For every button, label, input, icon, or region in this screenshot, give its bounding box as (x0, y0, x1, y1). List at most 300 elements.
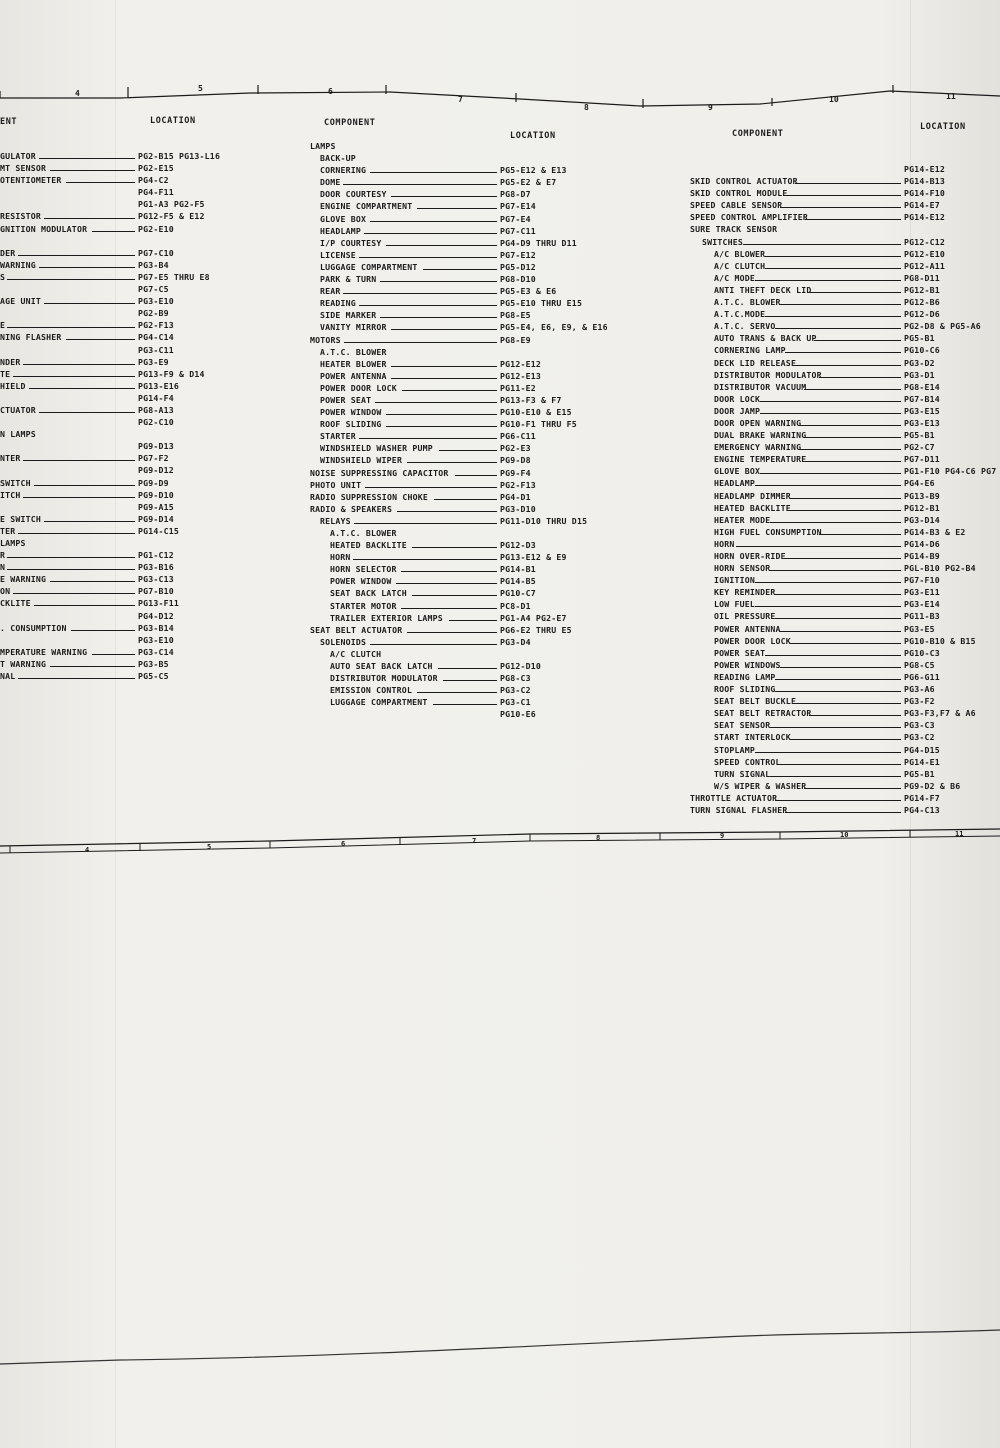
component-location: PG3-A6 (904, 684, 935, 695)
leader-line (785, 558, 901, 559)
component-row (0, 441, 240, 453)
component-row (0, 453, 240, 465)
component-name: SPEED CABLE SENSOR (690, 200, 783, 211)
leader-line (66, 339, 135, 340)
component-location: PG4-D9 THRU D11 (500, 237, 577, 248)
component-location: PG9-A15 (138, 501, 174, 512)
component-name: ENGINE COMPARTMENT (320, 201, 413, 212)
component-location: PG3-D4 (500, 636, 531, 647)
component-location: PG1-A4 PG2-E7 (500, 612, 567, 623)
component-location: PG2-F13 (500, 479, 536, 490)
leader-line (819, 534, 901, 535)
component-row (690, 382, 1000, 394)
component-name: HEATER MODE (714, 514, 771, 525)
component-location: PG1-F10 PG4-C6 PG7 (904, 466, 997, 477)
component-name: DER (0, 247, 16, 258)
leader-line (805, 219, 901, 220)
component-location: PG4-C13 (904, 804, 940, 815)
leader-line (795, 183, 901, 184)
component-name: E (0, 320, 6, 331)
component-location: PG9-D9 (138, 477, 169, 488)
component-row (690, 648, 1000, 660)
component-location: PG4-C14 (138, 332, 174, 343)
component-row (310, 601, 640, 613)
component-name: READING (320, 298, 356, 309)
component-row (690, 358, 1000, 370)
component-name: TURN SIGNAL FLASHER (690, 804, 788, 815)
component-name: MT SENSOR (0, 163, 47, 174)
component-location: PG7-C10 (138, 247, 174, 258)
component-row (310, 504, 640, 516)
component-row (310, 214, 640, 226)
leader-line (760, 473, 901, 474)
component-name: DOOR JAMP (714, 405, 761, 416)
component-location: PG14-F10 (904, 188, 946, 199)
leader-line (39, 267, 135, 268)
component-row (0, 514, 240, 526)
component-name: POWER SEAT (320, 394, 372, 405)
leader-line (439, 450, 497, 451)
component-row (310, 649, 640, 661)
component-location: PG12-B1 (904, 284, 940, 295)
leader-line (13, 593, 135, 594)
component-name: DISTRIBUTOR MODULATOR (714, 369, 822, 380)
leader-line (804, 437, 901, 438)
component-name: SWITCH (0, 477, 31, 488)
leader-line (775, 594, 901, 595)
component-location: PG3-E5 (904, 623, 935, 634)
component-row (310, 189, 640, 201)
leader-line (780, 764, 901, 765)
col2-component-header: COMPONENT (324, 118, 376, 128)
component-list-column-3 (690, 164, 1000, 817)
component-location: PG4-D15 (904, 744, 940, 755)
component-name: OIL PRESSURE (714, 611, 776, 622)
component-location: PG4-D12 (138, 610, 174, 621)
component-row (310, 407, 640, 419)
component-name: E WARNING (0, 574, 47, 585)
component-location: PG9-D14 (138, 513, 174, 524)
leader-line (34, 605, 135, 606)
component-row (690, 769, 1000, 781)
component-row (0, 562, 240, 574)
component-name: WARNING (0, 259, 36, 270)
component-name: LAMPS (310, 141, 336, 151)
component-name: LUGGAGE COMPARTMENT (320, 261, 418, 272)
component-name: SEAT BELT RETRACTOR (714, 708, 812, 719)
component-name: . CONSUMPTION (0, 622, 67, 633)
component-location: PG5-B1 (904, 768, 935, 779)
component-name: RELAYS (320, 515, 351, 526)
leader-line (343, 293, 497, 294)
component-location: PG3-E10 (138, 296, 174, 307)
component-location: PG7-B10 (138, 586, 174, 597)
component-location: PG13-E16 (138, 380, 180, 391)
leader-line (7, 279, 135, 280)
leader-line (785, 195, 901, 196)
component-row (690, 781, 1000, 793)
component-location: PG8-E5 (500, 310, 531, 321)
component-row (0, 417, 240, 429)
component-row (0, 332, 240, 344)
leader-line (790, 510, 902, 511)
leader-line (66, 182, 135, 183)
component-name: TER (0, 525, 16, 536)
component-name: DISTRIBUTOR MODULATOR (330, 673, 438, 684)
component-name: CTUATOR (0, 404, 36, 415)
leader-line (359, 257, 497, 258)
component-location: PG14-F7 (904, 792, 940, 803)
component-name: CORNERING LAMP (714, 345, 786, 356)
component-row (0, 635, 240, 647)
component-location: PG14-B9 (904, 551, 940, 561)
component-location: PG8-D10 (500, 274, 536, 285)
component-row (690, 188, 1000, 200)
component-row (310, 661, 640, 673)
leader-line (760, 413, 901, 414)
component-location: PG7-E5 THRU E8 (138, 271, 210, 282)
component-row (690, 430, 1000, 442)
component-row (690, 599, 1000, 611)
component-location: PG12-B6 (904, 297, 940, 308)
ruler-label: 9 (720, 832, 725, 840)
component-row (310, 552, 640, 564)
leader-line (375, 402, 497, 403)
component-name: SPEED CONTROL AMPLIFIER (690, 212, 808, 223)
component-row (310, 165, 640, 177)
leader-line (386, 245, 497, 246)
ruler-label: 5 (198, 84, 203, 93)
leader-line (92, 654, 135, 655)
component-row (310, 480, 640, 492)
component-location: PG5-B1 (904, 333, 935, 344)
component-name: PHOTO UNIT (310, 479, 362, 490)
component-location: PG2-C10 (138, 417, 174, 428)
leader-line (799, 425, 901, 426)
component-location: PG10-F1 THRU F5 (500, 419, 577, 430)
component-name: OTENTIOMETER (0, 175, 62, 186)
component-row (690, 527, 1000, 539)
component-row (0, 224, 240, 236)
component-name: HORN (714, 538, 735, 549)
component-name: GLOVE BOX (320, 213, 367, 224)
leader-line (13, 376, 135, 377)
leader-line (809, 292, 901, 293)
leader-line (775, 691, 901, 692)
component-name: HORN SELECTOR (330, 564, 397, 575)
leader-line (18, 533, 135, 534)
component-location: PG3-D10 (500, 503, 536, 514)
component-row (0, 538, 240, 550)
component-row (310, 286, 640, 298)
component-row (690, 249, 1000, 261)
component-location: PG10-C7 (500, 588, 536, 599)
component-name: SKID CONTROL MODULE (690, 188, 788, 199)
ruler-label: 5 (207, 843, 212, 851)
component-name: EMISSION CONTROL (330, 685, 413, 696)
component-row (690, 684, 1000, 696)
ruler-label: 4 (75, 89, 80, 98)
leader-line (396, 583, 497, 584)
leader-line (380, 317, 497, 318)
leader-line (397, 511, 497, 512)
component-row (690, 285, 1000, 297)
component-name: LOW FUEL (714, 599, 756, 610)
component-location: PG12-E10 (904, 248, 946, 259)
component-name: LUGGAGE COMPARTMENT (330, 697, 428, 708)
col1-component-header: ENT (0, 117, 18, 127)
component-row (0, 526, 240, 538)
component-location: PG7-F10 (904, 575, 940, 586)
component-location: PG6-C11 (500, 431, 536, 442)
component-name: SURE TRACK SENSOR (690, 224, 778, 235)
component-row (690, 212, 1000, 224)
component-name: WINDSHIELD WASHER PUMP (320, 443, 433, 454)
component-row (690, 478, 1000, 490)
component-row (310, 588, 640, 600)
component-row (690, 575, 1000, 587)
leader-line (775, 328, 901, 329)
component-location: PG8-A13 (138, 404, 174, 415)
component-location: PG14-B1 (500, 564, 536, 575)
leader-line (29, 388, 136, 389)
component-row (310, 395, 640, 407)
leader-line (365, 487, 497, 488)
component-name: DOME (320, 177, 341, 188)
component-name: DOOR LOCK (714, 393, 761, 404)
component-name: A.T.C. BLOWER (714, 297, 781, 308)
component-location: PG8-E14 (904, 381, 940, 392)
leader-line (743, 244, 901, 245)
leader-line (18, 678, 135, 679)
component-name: POWER WINDOW (320, 407, 382, 418)
component-row (690, 732, 1000, 744)
component-row (690, 394, 1000, 406)
component-location: PG11-D10 THRU D15 (500, 515, 588, 526)
leader-line (18, 255, 135, 256)
component-row (0, 586, 240, 598)
component-name: STARTER MOTOR (330, 600, 397, 611)
component-row (0, 611, 240, 623)
component-row (0, 659, 240, 671)
component-name: RESISTOR (0, 211, 42, 222)
component-location: PG13-E12 & E9 (500, 552, 567, 563)
col3-component-header: COMPONENT (732, 129, 784, 139)
component-location: PG12-B1 (904, 502, 940, 513)
component-row (690, 720, 1000, 732)
component-location: PG4-E6 (904, 478, 935, 489)
leader-line (353, 559, 497, 560)
component-row (690, 793, 1000, 805)
component-row (690, 406, 1000, 418)
component-name: NING FLASHER (0, 332, 62, 343)
leader-line (364, 233, 497, 234)
component-name: CORNERING (320, 165, 367, 176)
component-name: SOLENOIDS (320, 636, 367, 647)
component-row (690, 345, 1000, 357)
component-location: PG7-C11 (500, 225, 536, 236)
leader-line (804, 461, 901, 462)
component-row (690, 491, 1000, 503)
leader-line (23, 460, 135, 461)
component-location: PG9-D12 (138, 465, 174, 476)
component-name: HEADLAMP (714, 478, 756, 489)
leader-line (804, 788, 901, 789)
component-row (310, 637, 640, 649)
component-location: PG11-E2 (500, 382, 536, 393)
leader-line (775, 618, 901, 619)
component-name: THROTTLE ACTUATOR (690, 792, 778, 803)
component-row (0, 236, 240, 248)
leader-line (790, 739, 902, 740)
component-location: PG12-F5 & E12 (138, 211, 205, 222)
component-location: PG12-E12 (500, 358, 542, 369)
component-name: HEADLAMP DIMMER (714, 490, 791, 501)
component-name: SIDE MARKER (320, 310, 377, 321)
component-row (0, 429, 240, 441)
leader-line (407, 462, 497, 463)
component-row (310, 443, 640, 455)
leader-line (344, 342, 497, 343)
component-location: PG13-B9 (904, 490, 940, 501)
component-row (0, 574, 240, 586)
component-row (690, 660, 1000, 672)
component-name: SWITCHES (702, 236, 744, 247)
component-name: PARK & TURN (320, 274, 377, 285)
component-location: PG14-E12 (904, 164, 946, 174)
component-row (690, 708, 1000, 720)
component-location: PG7-E12 (500, 249, 536, 260)
component-name: ON (0, 586, 11, 597)
leader-line (790, 643, 902, 644)
component-row (0, 623, 240, 635)
component-location: PG10-E10 & E15 (500, 407, 572, 418)
leader-line (804, 389, 901, 390)
component-location: PG3-E13 (904, 417, 940, 428)
leader-line (434, 499, 497, 500)
component-row (310, 673, 640, 685)
leader-line (391, 196, 497, 197)
component-row (310, 697, 640, 709)
component-name: BACK-UP (320, 153, 356, 164)
ruler-label: 7 (458, 95, 463, 104)
component-row (0, 369, 240, 381)
leader-line (736, 546, 901, 547)
component-name: RADIO SUPPRESSION CHOKE (310, 491, 428, 502)
component-location: PG1-A3 PG2-F5 (138, 199, 205, 210)
leader-line (7, 569, 135, 570)
component-name: LICENSE (320, 249, 356, 260)
component-location: PG3-F2 (904, 696, 935, 707)
component-name: HEATER BLOWER (320, 358, 387, 369)
component-name: CKLITE (0, 598, 31, 609)
leader-line (799, 449, 901, 450)
component-location: PG6-E2 THRU E5 (500, 624, 572, 635)
leader-line (814, 340, 901, 341)
component-location: PG2-D8 & PG5-A6 (904, 321, 981, 332)
leader-line (819, 377, 901, 378)
leader-line (790, 498, 902, 499)
component-location: PG3-E11 (904, 587, 940, 598)
leader-line (785, 352, 901, 353)
component-location: PG3-F3,F7 & A6 (904, 708, 976, 719)
component-location: PG3-C2 (904, 732, 935, 743)
component-location: PG8-C3 (500, 673, 531, 684)
component-row (0, 199, 240, 211)
component-row (0, 320, 240, 332)
component-name: ITCH (0, 489, 21, 500)
component-location: PG2-B15 PG13-L16 (138, 151, 221, 161)
component-name: MPERATURE WARNING (0, 646, 88, 657)
component-row (690, 624, 1000, 636)
col1-location-header: LOCATION (150, 116, 196, 126)
component-location: PG4-C2 (138, 175, 169, 186)
leader-line (71, 630, 135, 631)
component-location: PG13-F11 (138, 598, 180, 609)
component-location: PG10-E6 (500, 709, 536, 720)
component-location: PG5-E3 & E6 (500, 286, 557, 297)
component-row (310, 455, 640, 467)
leader-line (354, 523, 497, 524)
component-row (0, 405, 240, 417)
component-row (0, 175, 240, 187)
component-row (310, 298, 640, 310)
component-row (0, 647, 240, 659)
component-name: EMERGENCY WARNING (714, 442, 802, 453)
component-row (690, 672, 1000, 684)
component-location: PG3-E14 (904, 599, 940, 610)
component-location: PG3-B5 (138, 658, 169, 669)
component-row (690, 503, 1000, 515)
component-row (690, 611, 1000, 623)
page-border-curve (0, 1320, 1000, 1370)
leader-line (412, 547, 498, 548)
component-name: VANITY MIRROR (320, 322, 387, 333)
leader-line (765, 655, 901, 656)
bottom-grid-ruler (0, 826, 1000, 856)
component-name: I/P COURTESY (320, 237, 382, 248)
leader-line (765, 268, 901, 269)
component-name: START INTERLOCK (714, 732, 791, 743)
leader-line (39, 158, 135, 159)
component-row (310, 322, 640, 334)
component-location: PG14-B3 & E2 (904, 526, 966, 537)
leader-line (401, 571, 497, 572)
leader-line (39, 412, 135, 413)
component-name: POWER ANTENNA (320, 370, 387, 381)
component-row (310, 310, 640, 322)
component-location: PG3-B16 (138, 562, 174, 573)
component-name: N (0, 562, 6, 573)
leader-line (412, 595, 498, 596)
leader-line (443, 680, 497, 681)
component-name: A/C CLUTCH (714, 260, 766, 271)
component-row (690, 370, 1000, 382)
component-row (310, 516, 640, 528)
component-name: A.T.C. SERVO (714, 321, 776, 332)
component-location: PG11-B3 (904, 611, 940, 622)
component-name: SEAT BACK LATCH (330, 588, 407, 599)
component-name: N LAMPS (0, 429, 36, 440)
leader-line (809, 715, 901, 716)
component-row (310, 528, 640, 540)
component-row (690, 805, 1000, 817)
component-name: NOISE SUPPRESSING CAPACITOR (310, 467, 449, 478)
component-row (310, 238, 640, 250)
leader-line (401, 608, 497, 609)
component-name: STARTER (320, 431, 356, 442)
component-location: PG3-D1 (904, 369, 935, 380)
